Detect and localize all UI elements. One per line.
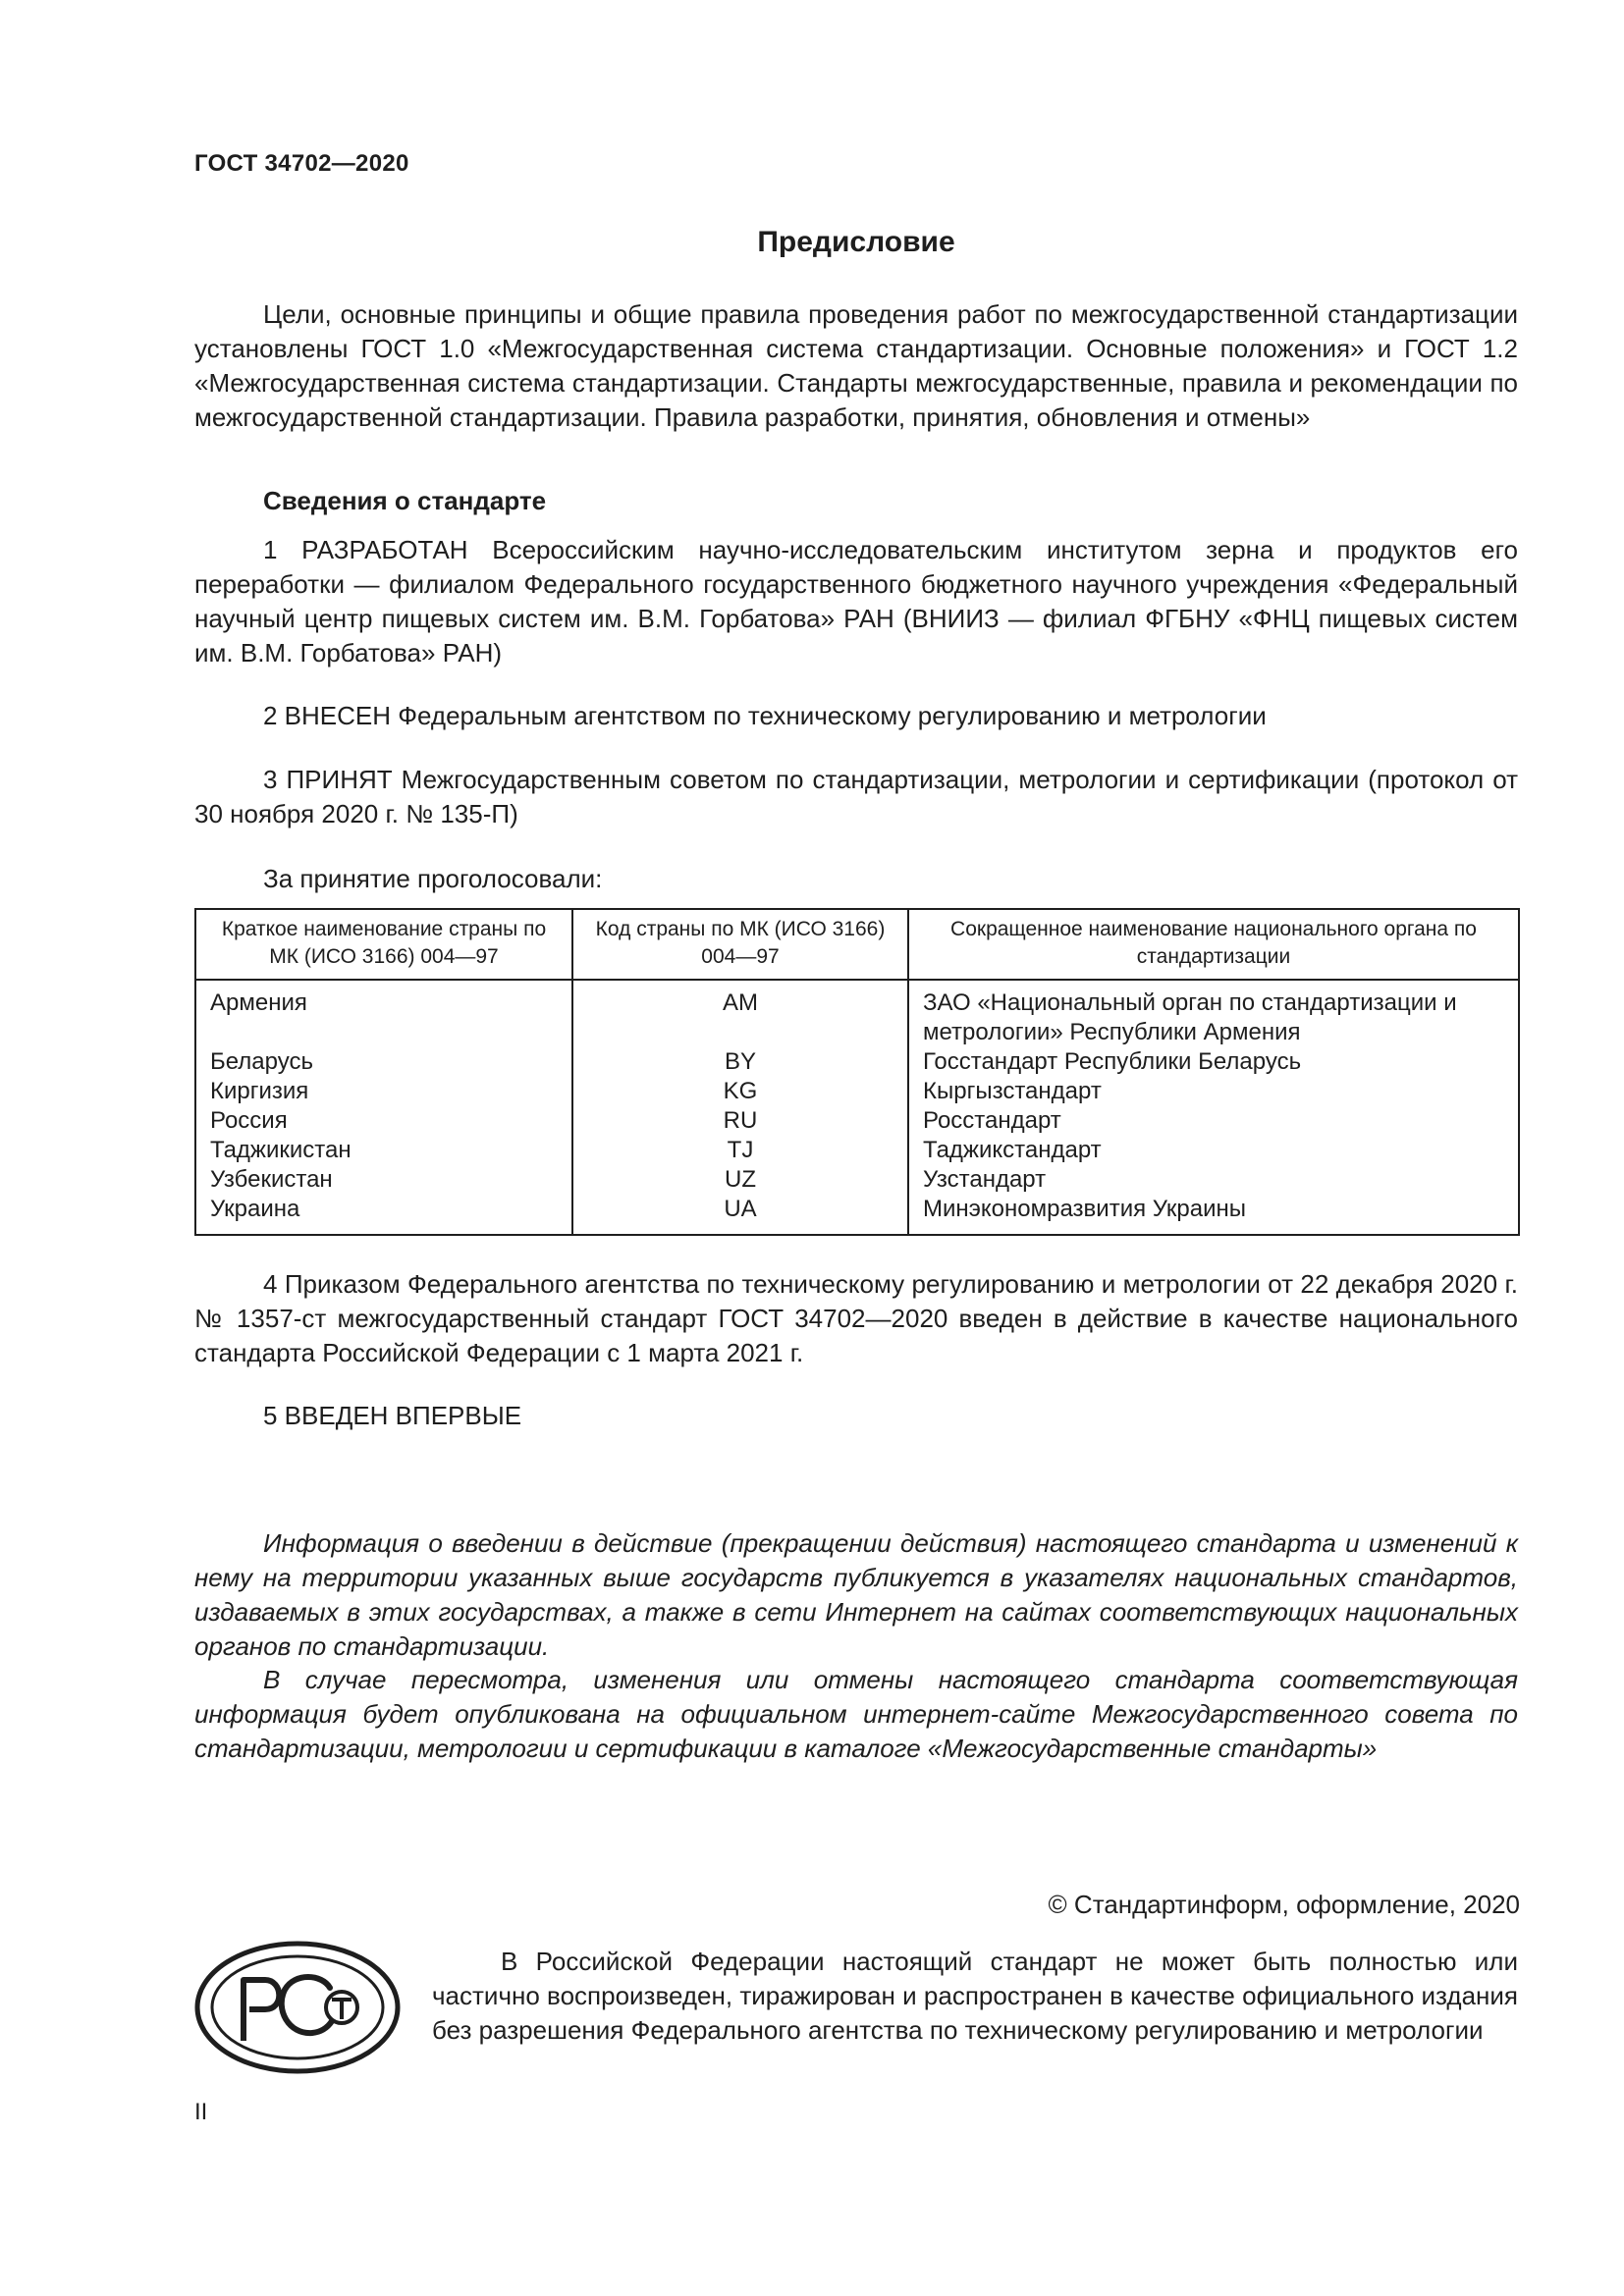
column-header-body: Сокращенное наименование национального органа по стандартизации [908,909,1519,980]
standards-body: Госстандарт Республики Беларусь [908,1047,1519,1077]
standards-body: Кыргызстандарт [908,1077,1519,1106]
info-paragraph-revision: В случае пересмотра, изменения или отмены настоящего стандарта соответствующая информация будет опубликована на официальном интернет-сайте Межгосударственного совета по стандартизации, метрологии и сертификации в каталоге «Межгосударственные стандарты» [194,1665,1518,1763]
column-header-code: Код страны по МК (ИСО 3166) 004—97 [572,909,908,980]
standards-body: Таджикстандарт [908,1136,1519,1165]
rst-certification-mark-icon [194,1941,401,2074]
country-name: Украина [195,1195,572,1235]
table-header-row [195,909,1519,980]
standards-body: Минэкономразвития Украины [908,1195,1519,1235]
table-row [195,1195,1519,1235]
standard-code-header: ГОСТ 34702—2020 [194,150,409,177]
voted-label: За принятие проголосовали: [263,864,603,893]
reproduction-notice: В Российской Федерации настоящий стандарт не может быть полностью или частично воспроизведен, тиражирован и распространен в качестве официального издания без разрешения Федерального агентства по техническому регулированию и метрологии [432,1947,1518,2045]
page-title: Предисловие [757,226,955,258]
country-code: UZ [572,1165,908,1195]
country-name: Россия [195,1106,572,1136]
country-code: RU [572,1106,908,1136]
info-paragraph-publication: Информация о введении в действие (прекращении действия) настоящего стандарта и изменений к нему на территории указанных выше государств публикуется в указателях национальных стандартов, издаваемых в этих государствах, а также в сети Интернет на сайтах соответствующих национальных органов по стандартизации. [194,1528,1518,1661]
table-row [195,980,1519,1047]
country-name: Узбекистан [195,1165,572,1195]
copyright-line: © Стандартинформ, оформление, 2020 [1048,1890,1520,1919]
table-row [195,1106,1519,1136]
standards-body: Узстандарт [908,1165,1519,1195]
item-order: 4 Приказом Федерального агентства по техническому регулированию и метрологии от 22 декабря 2020 г. № 1357-ст межгосударственный стандарт ГОСТ 34702—2020 введен в действие в качестве национального стандарта Российской Федерации с 1 марта 2021 г. [194,1269,1518,1367]
country-code: KG [572,1077,908,1106]
page-number: II [194,2099,208,2125]
standards-body: ЗАО «Национальный орган по стандартизации и метрологии» Республики Армения [908,980,1519,1047]
table-row [195,1047,1519,1077]
intro-paragraph: Цели, основные принципы и общие правила проведения работ по межгосударственной стандартизации установлены ГОСТ 1.0 «Межгосударственная система стандартизации. Основные положения» и ГОСТ 1.2 «Межгосударственная система стандартизации. Стандарты межгосударственные, правила и рекомендации по межгосударственной стандартизации. Правила разработки, принятия, обновления и отмены» [194,299,1518,432]
item-adopted: 3 ПРИНЯТ Межгосударственным советом по стандартизации, метрологии и сертификации (протокол от 30 ноября 2020 г. № 135-П) [194,765,1518,828]
item-developed: 1 РАЗРАБОТАН Всероссийским научно-исследовательским институтом зерна и продуктов его переработки — филиалом Федерального государственного бюджетного научного учреждения «Федеральный научный центр пищевых систем им. В.М. Горбатова» РАН (ВНИИЗ — филиал ФГБНУ «ФНЦ пищевых систем им. В.М. Горбатова» РАН) [194,535,1518,667]
table-row [195,1136,1519,1165]
countries-table [194,908,1520,1236]
table-row [195,1165,1519,1195]
country-name: Таджикистан [195,1136,572,1165]
country-code: UA [572,1195,908,1235]
item-introduced-by: 2 ВНЕСЕН Федеральным агентством по техническому регулированию и метрологии [263,701,1267,730]
svedeniya-heading: Сведения о стандарте [263,486,547,515]
standards-body: Росстандарт [908,1106,1519,1136]
country-code: AM [572,980,908,1047]
item-first-introduced: 5 ВВЕДЕН ВПЕРВЫЕ [263,1401,522,1430]
country-code: TJ [572,1136,908,1165]
country-name: Киргизия [195,1077,572,1106]
country-name: Беларусь [195,1047,572,1077]
country-name: Армения [195,980,572,1047]
country-code: BY [572,1047,908,1077]
table-row [195,1077,1519,1106]
column-header-country: Краткое наименование страны по МК (ИСО 3166) 004—97 [195,909,572,980]
